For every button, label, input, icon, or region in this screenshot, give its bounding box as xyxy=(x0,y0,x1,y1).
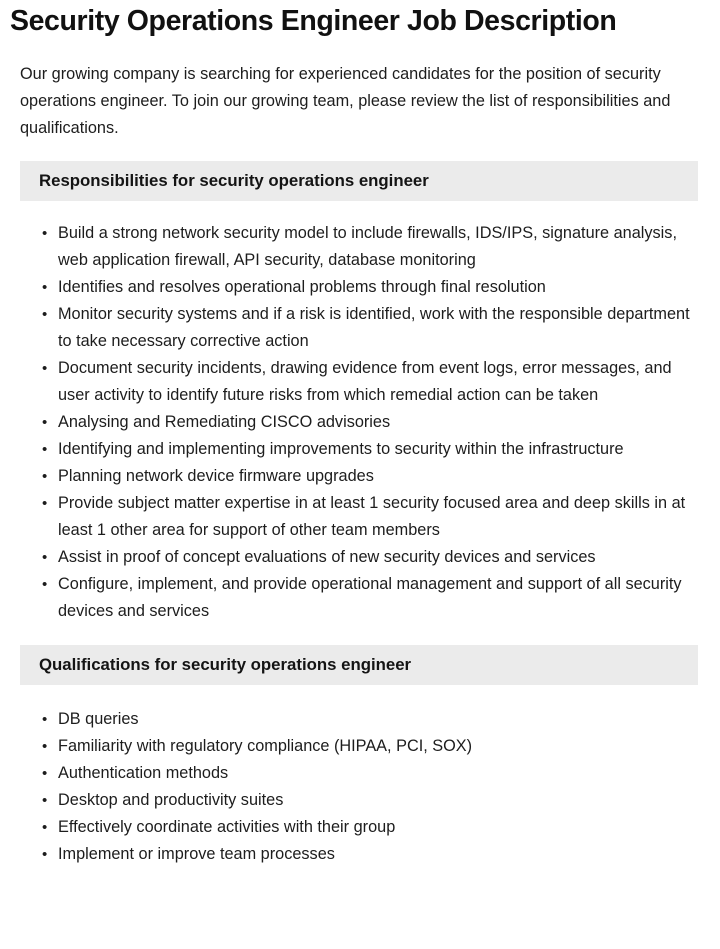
list-item: • Identifies and resolves operational problems through final resolution xyxy=(0,274,720,301)
list-item: • Configure, implement, and provide operational management and support of all security devices and services xyxy=(0,571,720,625)
list-item: • Effectively coordinate activities with their group xyxy=(0,814,720,841)
list-item: • Identifying and implementing improvements to security within the infrastructure xyxy=(0,436,720,463)
section-heading-label: Qualifications for security operations engineer xyxy=(39,655,412,674)
list-item: • Authentication methods xyxy=(0,760,720,787)
page-title: Security Operations Engineer Job Description xyxy=(10,5,617,37)
list-item: • DB queries xyxy=(0,706,720,733)
list-item: • Analysing and Remediating CISCO advisories xyxy=(0,409,720,436)
list-item: • Build a strong network security model to include firewalls, IDS/IPS, signature analysis, web application firewall, API security, database monitoring xyxy=(0,220,720,274)
intro-paragraph: Our growing company is searching for experienced candidates for the position of security operations engineer. To join our growing team, please review the list of responsibilities and qualifications. xyxy=(20,65,671,137)
list-item: • Implement or improve team processes xyxy=(0,841,720,868)
section-header-qualifications xyxy=(20,645,698,685)
list-item: • Familiarity with regulatory compliance (HIPAA, PCI, SOX) xyxy=(0,733,720,760)
list-item: • Monitor security systems and if a risk is identified, work with the responsible department to take necessary corrective action xyxy=(0,301,720,355)
responsibilities-list xyxy=(0,201,720,625)
spacer xyxy=(0,625,720,645)
list-item: • Document security incidents, drawing evidence from event logs, error messages, and user activity to identify future risks from which remedial action can be taken xyxy=(0,355,720,409)
list-item: • Provide subject matter expertise in at least 1 security focused area and deep skills in at least 1 other area for support of other team members xyxy=(0,490,720,544)
list-item: • Desktop and productivity suites xyxy=(0,787,720,814)
qualifications-list xyxy=(0,685,720,868)
list-item: • Planning network device firmware upgrades xyxy=(0,463,720,490)
spacer xyxy=(0,142,720,161)
list-item: • Assist in proof of concept evaluations of new security devices and services xyxy=(0,544,720,571)
section-header-responsibilities xyxy=(20,161,698,201)
section-heading-label: Responsibilities for security operations engineer xyxy=(39,171,429,190)
